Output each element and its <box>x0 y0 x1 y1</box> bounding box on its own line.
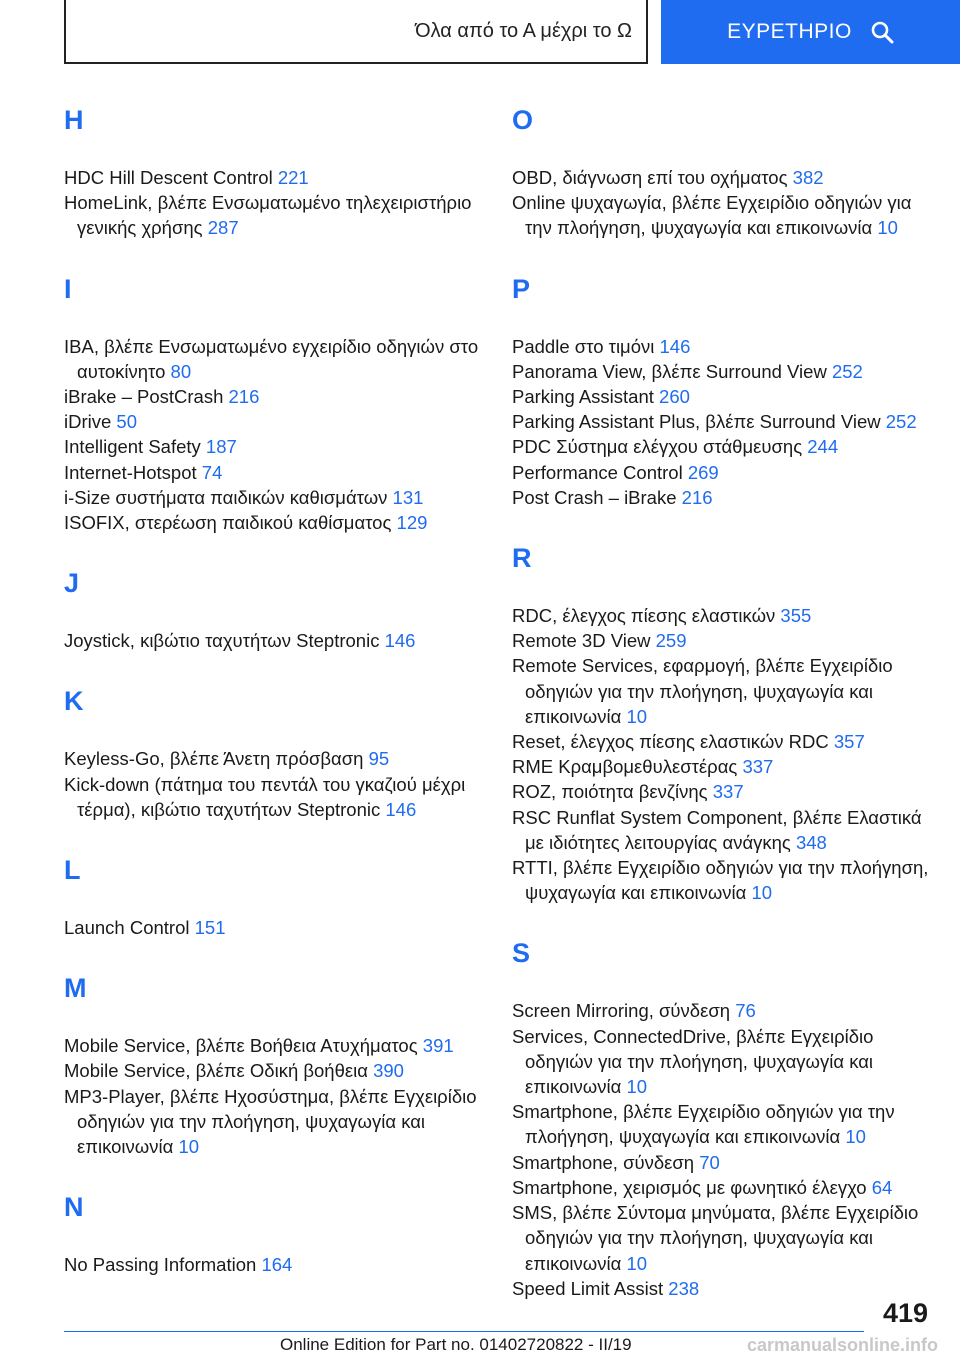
page-link[interactable]: 50 <box>116 411 137 433</box>
index-entry <box>64 1084 484 1160</box>
index-entry <box>64 384 484 409</box>
page-link[interactable]: 269 <box>687 461 719 483</box>
entry-text: Paddle στο τιμόνι <box>512 335 660 357</box>
section-tab[interactable] <box>64 0 648 64</box>
entry-text: Smartphone, χειρισμός με φωνητικό έλεγχο <box>512 1176 872 1198</box>
entry-text: RME Κραμβομεθυλεστέρας <box>512 756 743 778</box>
page-link[interactable]: 10 <box>845 1126 866 1148</box>
page-link[interactable]: 146 <box>385 798 417 820</box>
entry-text: Kick-down (πάτημα του πεντάλ του γκαζιού μέχρι τέρμα), κιβώτιο ταχυτήτων Steptronic <box>64 773 466 820</box>
index-section <box>512 98 932 241</box>
page-link[interactable]: 221 <box>277 167 309 188</box>
entry-text: Keyless-Go, βλέπε Άνετη πρόσβαση <box>64 748 369 770</box>
entry-text: Parking Assistant <box>512 386 660 408</box>
entry-text: Remote Services, εφαρμογή, βλέπε Εγχειρίδιο οδηγιών για την πλοήγηση, ψυχαγωγία και επικοινωνία <box>512 655 893 727</box>
section-letter: H <box>64 105 84 135</box>
index-section <box>512 536 932 905</box>
section-letter: S <box>512 938 531 969</box>
entry-text: RDC, έλεγχος πίεσης ελαστικών <box>512 605 781 627</box>
entry-text: No Passing Information <box>64 1254 262 1276</box>
entry-text: Launch Control <box>64 917 195 939</box>
entry-text: Remote 3D View <box>512 630 656 652</box>
page-link[interactable]: 238 <box>668 1277 700 1299</box>
section-tab-label: Όλα από το Α μέχρι το Ω <box>415 19 632 42</box>
index-section <box>64 966 484 1159</box>
entry-text: iDrive <box>64 411 117 433</box>
page-link[interactable]: 131 <box>392 486 424 508</box>
index-section <box>64 1185 484 1277</box>
index-section <box>512 267 932 510</box>
entry-text: Post Crash – iBrake <box>512 486 682 508</box>
entry-text: Mobile Service, βλέπε Βοήθεια Ατυχήματος <box>64 1035 423 1057</box>
index-section <box>64 98 484 241</box>
entry-text: MP3-Player, βλέπε Ηχοσύστημα, βλέπε Εγχειρίδιο οδηγιών για την πλοήγηση, ψυχαγωγία και επικοινωνία <box>64 1085 477 1158</box>
search-icon <box>870 20 894 44</box>
index-entry <box>64 772 484 822</box>
index-entry <box>512 460 932 485</box>
edition-text: Online Edition for Part no. 01402720822 - II/19 <box>280 1335 632 1354</box>
entry-text: Performance Control <box>512 461 688 483</box>
page-link[interactable]: 10 <box>626 1252 648 1274</box>
index-entry <box>512 434 932 459</box>
index-entry <box>64 510 484 535</box>
index-entry <box>512 165 932 190</box>
index-entry <box>512 384 932 409</box>
entry-text: Smartphone, σύνδεση <box>512 1151 700 1173</box>
index-section <box>64 848 484 940</box>
page-link[interactable]: 10 <box>877 217 898 239</box>
index-entry <box>512 998 932 1023</box>
index-entry <box>512 1175 932 1200</box>
index-entry <box>64 1058 484 1083</box>
entry-text: ISOFIX, στερέωση παιδικού καθίσματος <box>64 512 397 534</box>
index-entry <box>512 1150 932 1175</box>
entry-text: Parking Assistant Plus, βλέπε Surround View <box>512 411 886 433</box>
entry-text: ROZ, ποιότητα βενζίνης <box>512 781 713 803</box>
page-link[interactable]: 337 <box>742 756 774 778</box>
page-link[interactable]: 151 <box>194 917 226 939</box>
index-entry <box>64 485 484 510</box>
page-link[interactable]: 355 <box>780 605 812 627</box>
entry-text: Online ψυχαγωγία, βλέπε Εγχειρίδιο οδηγιών για την πλοήγηση, ψυχαγωγία και επικοινωνία <box>512 192 912 239</box>
index-entry <box>512 653 932 729</box>
entry-text: Panorama View, βλέπε Surround View <box>512 360 832 382</box>
index-entry <box>512 855 932 905</box>
index-entry <box>512 485 932 510</box>
section-letter: I <box>64 273 72 304</box>
index-entry <box>64 915 484 940</box>
page-link[interactable]: 146 <box>659 335 691 357</box>
index-entry <box>512 1200 932 1276</box>
index-entry <box>512 805 932 855</box>
index-entry <box>512 409 932 434</box>
index-section <box>64 561 484 653</box>
page-link[interactable]: 216 <box>228 386 260 408</box>
index-entry <box>64 334 484 384</box>
index-entry <box>512 603 932 628</box>
entry-text: Reset, έλεγχος πίεσης ελαστικών RDC <box>512 731 834 753</box>
section-letter: M <box>64 973 87 1004</box>
entry-text: Services, ConnectedDrive, βλέπε Εγχειρίδιο οδηγιών για την πλοήγηση, ψυχαγωγία και επικοινωνία <box>512 1025 874 1098</box>
section-letter: R <box>512 543 532 574</box>
page-link[interactable]: 70 <box>699 1151 720 1173</box>
index-column-right <box>512 96 932 1301</box>
entry-text: HDC Hill Descent Control <box>64 167 278 188</box>
entry-text: Joystick, κιβώτιο ταχυτήτων Steptronic <box>64 630 385 652</box>
index-entry <box>64 460 484 485</box>
entry-text: OBD, διάγνωση επί του οχήματος <box>512 167 793 188</box>
page-link[interactable]: 10 <box>626 705 648 727</box>
index-entry <box>64 628 484 653</box>
page-link[interactable]: 146 <box>384 630 416 652</box>
section-letter: K <box>64 686 84 717</box>
section-letter: J <box>64 568 80 599</box>
index-entry <box>64 1252 484 1277</box>
page-link[interactable]: 287 <box>207 217 239 239</box>
entry-text: iBrake – PostCrash <box>64 386 229 408</box>
index-entry <box>64 190 484 240</box>
index-section <box>64 679 484 822</box>
entry-text: Smartphone, βλέπε Εγχειρίδιο οδηγιών για την πλοήγηση, ψυχαγωγία και επικοινωνία <box>512 1101 895 1148</box>
entry-text: HomeLink, βλέπε Ενσωματωμένο τηλεχειριστήριο γενικής χρήσης <box>64 192 472 239</box>
footer-divider <box>64 1331 864 1332</box>
page-link[interactable]: 10 <box>626 1076 648 1098</box>
page-link[interactable]: 129 <box>396 512 428 534</box>
page-link[interactable]: 164 <box>261 1254 293 1276</box>
watermark: carmanualsonline.info <box>746 1335 938 1355</box>
section-letter: N <box>64 1192 84 1223</box>
index-entry <box>512 334 932 359</box>
index-section <box>64 267 484 536</box>
entry-text: Internet-Hotspot <box>64 461 202 483</box>
entry-text: SMS, βλέπε Σύντομα μηνύματα, βλέπε Εγχειρίδιο οδηγιών για την πλοήγηση, ψυχαγωγία και επικοινωνία <box>512 1202 919 1274</box>
index-entry <box>512 190 932 240</box>
page-link[interactable]: 348 <box>795 831 827 853</box>
entry-text: RTTI, βλέπε Εγχειρίδιο οδηγιών για την πλοήγηση, ψυχαγωγία και επικοινωνία <box>512 857 929 904</box>
page-link[interactable]: 244 <box>807 436 839 458</box>
index-entry <box>64 165 484 190</box>
index-tab-label: ΕΥΡΕΤΗΡΙΟ <box>727 20 852 43</box>
index-entry <box>512 754 932 779</box>
index-section <box>512 931 932 1300</box>
entry-text: PDC Σύστημα ελέγχου στάθμευσης <box>512 436 808 458</box>
page-link[interactable]: 252 <box>885 411 917 433</box>
index-entry <box>64 409 484 434</box>
index-entry <box>64 1033 484 1058</box>
index-tab[interactable] <box>661 0 960 64</box>
page-link[interactable]: 187 <box>205 436 237 458</box>
section-letter: L <box>64 855 81 886</box>
section-letter: P <box>512 273 531 304</box>
index-entry <box>64 434 484 459</box>
page-link[interactable]: 95 <box>368 748 390 770</box>
index-entry <box>512 729 932 754</box>
page-link[interactable]: 216 <box>681 486 713 508</box>
entry-text: Mobile Service, βλέπε Οδική βοήθεια <box>64 1060 374 1082</box>
page-link[interactable]: 10 <box>751 882 773 904</box>
index-entry <box>512 1276 932 1301</box>
page-link[interactable]: 260 <box>659 386 690 408</box>
entry-text: i-Size συστήματα παιδικών καθισμάτων <box>64 486 393 508</box>
index-entry <box>512 359 932 384</box>
index-entry <box>512 628 932 653</box>
index-entry <box>512 1024 932 1100</box>
entry-text: RSC Runflat System Component, βλέπε Ελαστικά με ιδιότητες λειτουργίας ανάγκης <box>512 806 922 853</box>
entry-text: IBA, βλέπε Ενσωματωμένο εγχειρίδιο οδηγιών στο αυτοκίνητο <box>64 335 479 382</box>
entry-text: Screen Mirroring, σύνδεση <box>512 1000 736 1022</box>
section-letter: O <box>512 105 534 135</box>
page-link[interactable]: 391 <box>422 1035 454 1057</box>
page-link[interactable]: 64 <box>871 1176 893 1198</box>
page-number: 419 <box>882 1298 928 1328</box>
page-link[interactable]: 259 <box>655 630 687 652</box>
page-link[interactable]: 74 <box>201 461 223 483</box>
page-link[interactable]: 76 <box>735 1000 756 1022</box>
page-link[interactable]: 10 <box>178 1136 200 1158</box>
page-link[interactable]: 337 <box>712 781 744 803</box>
page-link[interactable]: 252 <box>831 360 863 382</box>
entry-text: Intelligent Safety <box>64 436 206 458</box>
page-link[interactable]: 390 <box>373 1060 404 1082</box>
index-entry <box>64 746 484 771</box>
index-column-left <box>64 96 484 1277</box>
page-link[interactable]: 80 <box>170 360 192 382</box>
index-entry <box>512 779 932 804</box>
page-link[interactable]: 357 <box>833 731 865 753</box>
index-entry <box>512 1099 932 1149</box>
entry-text: Speed Limit Assist <box>512 1277 669 1299</box>
page-link[interactable]: 382 <box>792 167 824 188</box>
